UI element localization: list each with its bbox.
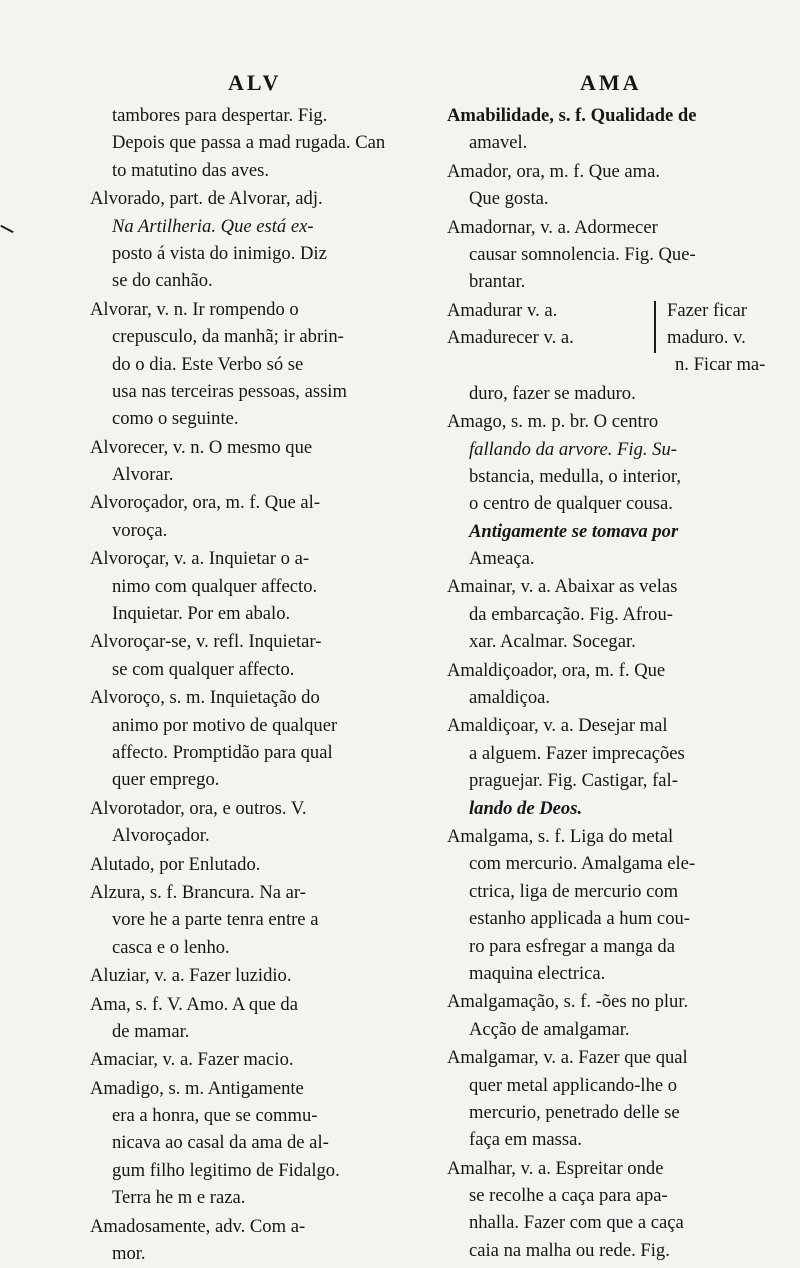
entry-line: usa nas terceiras pessoas, assim bbox=[112, 380, 347, 402]
dictionary-entry bbox=[90, 851, 422, 878]
dictionary-entry bbox=[90, 879, 422, 961]
dictionary-entry bbox=[447, 823, 789, 987]
dictionary-entry bbox=[447, 573, 789, 655]
entry-line: Amabilidade, s. f. Qualidade de bbox=[447, 105, 697, 126]
dictionary-entry bbox=[447, 380, 789, 407]
bracketed-entry bbox=[447, 297, 789, 379]
entry-line: Terra he m e raza. bbox=[112, 1187, 246, 1209]
entry-line: fallando da arvore. Fig. Su- bbox=[469, 438, 677, 460]
dictionary-entry bbox=[90, 1213, 422, 1268]
entry-line: Depois que passa a mad rugada. Can bbox=[112, 132, 386, 154]
dictionary-entry bbox=[90, 545, 422, 627]
entry-line: Amago, s. m. p. br. O centro bbox=[447, 411, 659, 433]
entry-line: Amadurar v. a. bbox=[447, 299, 558, 321]
running-head-left: ALV bbox=[228, 70, 282, 95]
left-column bbox=[90, 102, 422, 1268]
entry-line: nhalla. Fazer com que a caça bbox=[469, 1212, 684, 1234]
entry-line: maquina electrica. bbox=[469, 962, 606, 984]
entry-line: Aluziar, v. a. Fazer luzidio. bbox=[90, 965, 292, 987]
entry-line: do o dia. Este Verbo só se bbox=[112, 353, 304, 375]
entry-line: bstancia, medulla, o interior, bbox=[469, 465, 681, 487]
entry-line: to matutino das aves. bbox=[112, 159, 269, 181]
right-column bbox=[447, 102, 789, 1265]
entry-line: Alvorado, part. de Alvorar, adj. bbox=[90, 188, 323, 210]
entry-line: lando de Deos. bbox=[469, 797, 583, 819]
entry-line: Na Artilheria. Que está ex- bbox=[112, 215, 314, 237]
entry-line: Alvoroçar, v. a. Inquietar o a- bbox=[90, 548, 310, 570]
entry-line: era a honra, que se commu- bbox=[112, 1105, 318, 1127]
dictionary-entry bbox=[447, 712, 789, 822]
dictionary-entry bbox=[90, 102, 422, 184]
running-head-right: AMA bbox=[580, 70, 642, 95]
entry-line: Ama, s. f. V. Amo. A que da bbox=[90, 993, 298, 1015]
dictionary-entry bbox=[90, 962, 422, 989]
dictionary-entry bbox=[90, 296, 422, 433]
dictionary-entry bbox=[447, 214, 789, 296]
entry-line: Alvoroçador, ora, m. f. Que al- bbox=[90, 492, 321, 514]
entry-line: Alutado, por Enlutado. bbox=[90, 853, 261, 875]
entry-line: Ameaça. bbox=[469, 548, 535, 570]
entry-line: Inquietar. Por em abalo. bbox=[112, 603, 291, 625]
entry-line: Amainar, v. a. Abaixar as velas bbox=[447, 576, 678, 598]
entry-line: vore he a parte tenra entre a bbox=[112, 909, 319, 931]
entry-line: se com qualquer affecto. bbox=[112, 658, 295, 680]
entry-line: Amadornar, v. a. Adormecer bbox=[447, 216, 658, 238]
entry-line: Que gosta. bbox=[469, 188, 549, 210]
dictionary-entry bbox=[447, 657, 789, 712]
entry-line: Amalhar, v. a. Espreitar onde bbox=[447, 1157, 664, 1179]
entry-line: se recolhe a caça para apa- bbox=[469, 1185, 668, 1207]
entry-line: Amadigo, s. m. Antigamente bbox=[90, 1077, 304, 1099]
entry-line: Fazer ficar bbox=[667, 299, 747, 321]
entry-line: Amador, ora, m. f. Que ama. bbox=[447, 160, 661, 182]
dictionary-entry bbox=[90, 684, 422, 794]
entry-line: Alvoroçador. bbox=[112, 825, 210, 847]
entry-line: Alvorar. bbox=[112, 464, 174, 486]
entry-line: n. Ficar ma- bbox=[675, 353, 766, 375]
entry-line: voroça. bbox=[112, 519, 168, 541]
entry-line: casca e o lenho. bbox=[112, 936, 230, 958]
entry-line: amaldiçoa. bbox=[469, 687, 551, 709]
entry-line: Alvorecer, v. n. O mesmo que bbox=[90, 436, 313, 458]
entry-line: ctrica, liga de mercurio com bbox=[469, 880, 679, 902]
dictionary-entry bbox=[447, 158, 789, 213]
dictionary-entry bbox=[447, 1044, 789, 1154]
entry-line: estanho applicada a hum cou- bbox=[469, 908, 690, 930]
entry-line: com mercurio. Amalgama ele- bbox=[469, 853, 696, 875]
entry-line: affecto. Promptidão para qual bbox=[112, 741, 333, 763]
dictionary-entry bbox=[447, 408, 789, 572]
margin-mark bbox=[0, 225, 13, 233]
entry-line: tambores para despertar. Fig. bbox=[112, 105, 328, 126]
entry-line: como o seguinte. bbox=[112, 408, 239, 430]
entry-line: caia na malha ou rede. Fig. bbox=[469, 1239, 670, 1261]
entry-line: quer emprego. bbox=[112, 769, 220, 791]
entry-line: Alvoroço, s. m. Inquietação do bbox=[90, 687, 320, 709]
dictionary-entry bbox=[90, 1075, 422, 1212]
entry-line: Acção de amalgamar. bbox=[469, 1018, 630, 1040]
entry-line: Amaldiçoar, v. a. Desejar mal bbox=[447, 715, 668, 737]
entry-line: amavel. bbox=[469, 132, 528, 154]
brace bbox=[654, 301, 656, 353]
entry-line: causar somnolencia. Fig. Que- bbox=[469, 243, 696, 265]
entry-line: Alvorar, v. n. Ir rompendo o bbox=[90, 298, 299, 320]
dictionary-entry bbox=[447, 1155, 789, 1265]
entry-line: o centro de qualquer cousa. bbox=[469, 493, 673, 515]
entry-line: duro, fazer se maduro. bbox=[469, 382, 636, 404]
entry-line: ro para esfregar a manga da bbox=[469, 935, 675, 957]
entry-line: Amalgamação, s. f. -ões no plur. bbox=[447, 991, 689, 1013]
entry-line: Amadurecer v. a. bbox=[447, 326, 574, 348]
entry-line: de mamar. bbox=[112, 1020, 190, 1042]
entry-line: animo por motivo de qualquer bbox=[112, 714, 338, 736]
entry-line: nimo com qualquer affecto. bbox=[112, 575, 318, 597]
dictionary-entry bbox=[90, 795, 422, 850]
dictionary-entry bbox=[447, 102, 789, 157]
entry-line: Antigamente se tomava por bbox=[469, 520, 679, 542]
dictionary-entry bbox=[90, 489, 422, 544]
entry-line: posto á vista do inimigo. Diz bbox=[112, 242, 327, 264]
entry-line: Amadosamente, adv. Com a- bbox=[90, 1215, 306, 1237]
entry-line: brantar. bbox=[469, 271, 526, 293]
entry-line: Alvorotador, ora, e outros. V. bbox=[90, 797, 307, 819]
entry-line: se do canhão. bbox=[112, 270, 213, 292]
entry-line: xar. Acalmar. Socegar. bbox=[469, 631, 636, 653]
entry-line: da embarcação. Fig. Afrou- bbox=[469, 603, 673, 625]
dictionary-entry bbox=[90, 991, 422, 1046]
entry-line: Amalgamar, v. a. Fazer que qual bbox=[447, 1047, 688, 1069]
entry-line: Alzura, s. f. Brancura. Na ar- bbox=[90, 881, 306, 903]
entry-line: mor. bbox=[112, 1243, 146, 1265]
entry-line: Amalgama, s. f. Liga do metal bbox=[447, 825, 674, 847]
entry-line: crepusculo, da manhã; ir abrin- bbox=[112, 326, 344, 348]
entry-line: nicava ao casal da ama de al- bbox=[112, 1132, 329, 1154]
dictionary-entry bbox=[447, 988, 789, 1043]
entry-line: Amaciar, v. a. Fazer macio. bbox=[90, 1049, 294, 1071]
entry-line: maduro. v. bbox=[667, 326, 746, 348]
entry-line: praguejar. Fig. Castigar, fal- bbox=[469, 770, 678, 792]
dictionary-entry bbox=[90, 434, 422, 489]
entry-line: Amaldiçoador, ora, m. f. Que bbox=[447, 659, 666, 681]
entry-line: quer metal applicando-lhe o bbox=[469, 1074, 678, 1096]
entry-line: faça em massa. bbox=[469, 1129, 583, 1151]
dictionary-entry bbox=[90, 1046, 422, 1073]
dictionary-entry bbox=[90, 628, 422, 683]
dictionary-entry bbox=[90, 185, 422, 295]
entry-line: Alvoroçar-se, v. refl. Inquietar- bbox=[90, 631, 322, 653]
entry-line: gum filho legitimo de Fidalgo. bbox=[112, 1159, 340, 1181]
entry-line: mercurio, penetrado delle se bbox=[469, 1101, 680, 1123]
entry-line: a alguem. Fazer imprecações bbox=[469, 742, 685, 764]
